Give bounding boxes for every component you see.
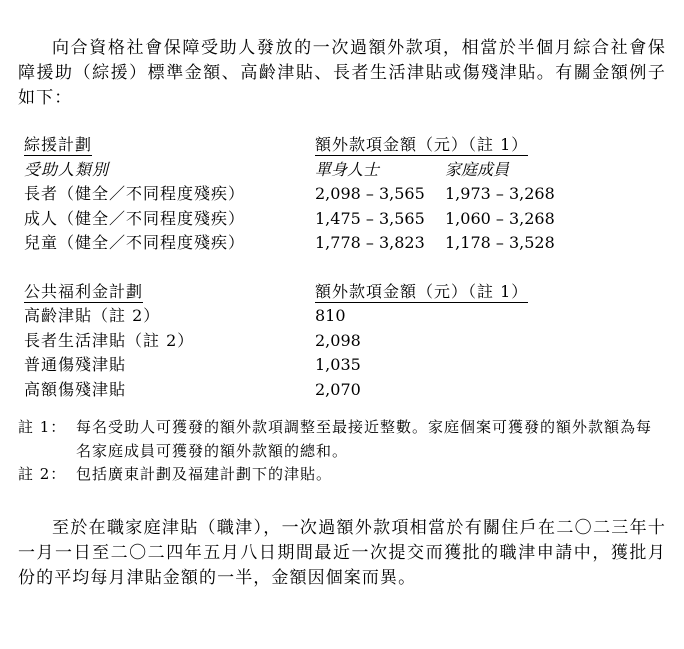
family-amount: 1,060 – 3,268	[445, 208, 555, 228]
note-text: 每名受助人可獲發的額外款項調整至最接近整數。家庭個案可獲發的額外款額為每名家庭成員可獲發的額外款額的總和。	[76, 418, 653, 460]
family-amount: 1,178 – 3,528	[445, 233, 555, 252]
cssa-amount-heading: 額外款項金額（元）（註 1）	[315, 135, 529, 154]
single-amount: 1,778 – 3,823	[315, 233, 425, 252]
intro-paragraph: 向合資格社會保障受助人發放的一次過額外款項，相當於半個月綜合社會保障援助（綜援）標準金額、高齡津貼、長者生活津貼或傷殘津貼。有關金額例子如下：	[18, 38, 666, 108]
family-amount: 1,973 – 3,268	[445, 184, 555, 203]
row-label: 普通傷殘津貼	[24, 355, 127, 374]
ssa-heading: 公共福利金計劃	[24, 281, 144, 301]
single-amount: 2,098 – 3,565	[315, 184, 425, 203]
single-person-heading: 單身人士	[315, 159, 380, 179]
closing-paragraph: 至於在職家庭津貼（職津），一次過額外款項相當於有關住戶在二〇二三年十一月一日至二〇二四年五月八日期間最近一次提交而獲批的職津申請中，獲批月份的平均每月津貼金額的一半，金額因個案而異。	[18, 517, 666, 588]
table-row	[18, 182, 666, 207]
row-label: 高額傷殘津貼	[24, 379, 127, 399]
row-label: 長者生活津貼（註 2）	[24, 330, 195, 350]
family-member-heading: 家庭成員	[445, 159, 510, 179]
row-label: 長者（健全／不同程度殘疾）	[24, 184, 246, 203]
amount-value: 810	[315, 306, 346, 325]
section-spacer	[18, 256, 666, 280]
amount-value: 2,098	[315, 330, 361, 350]
single-amount: 1,475 – 3,565	[315, 208, 425, 228]
table-row	[18, 304, 666, 329]
note-text: 包括廣東計劃及福建計劃下的津貼。	[76, 465, 333, 483]
cssa-header-row	[18, 133, 666, 158]
row-label: 成人（健全／不同程度殘疾）	[24, 208, 246, 228]
note-2	[18, 463, 666, 487]
table-row	[18, 353, 666, 378]
table-row	[18, 231, 666, 256]
table-row	[18, 207, 666, 232]
table-row	[18, 378, 666, 403]
row-label: 兒童（健全／不同程度殘疾）	[24, 233, 246, 252]
note-1	[18, 416, 666, 463]
ssa-header-row	[18, 280, 666, 305]
cssa-heading: 綜援計劃	[24, 135, 93, 154]
table-row	[18, 329, 666, 354]
amount-value: 2,070	[315, 379, 361, 399]
cssa-subheader-row	[18, 158, 666, 183]
row-label: 高齡津貼（註 2）	[24, 306, 161, 325]
recipient-category-heading: 受助人類別	[24, 159, 110, 179]
amounts-table	[18, 133, 666, 402]
note-label: 註 2：	[18, 465, 67, 483]
notes-section	[18, 416, 666, 487]
amount-value: 1,035	[315, 355, 361, 374]
document-page	[18, 36, 666, 591]
note-label: 註 1：	[18, 418, 67, 436]
ssa-amount-heading: 額外款項金額（元）（註 1）	[315, 281, 529, 301]
